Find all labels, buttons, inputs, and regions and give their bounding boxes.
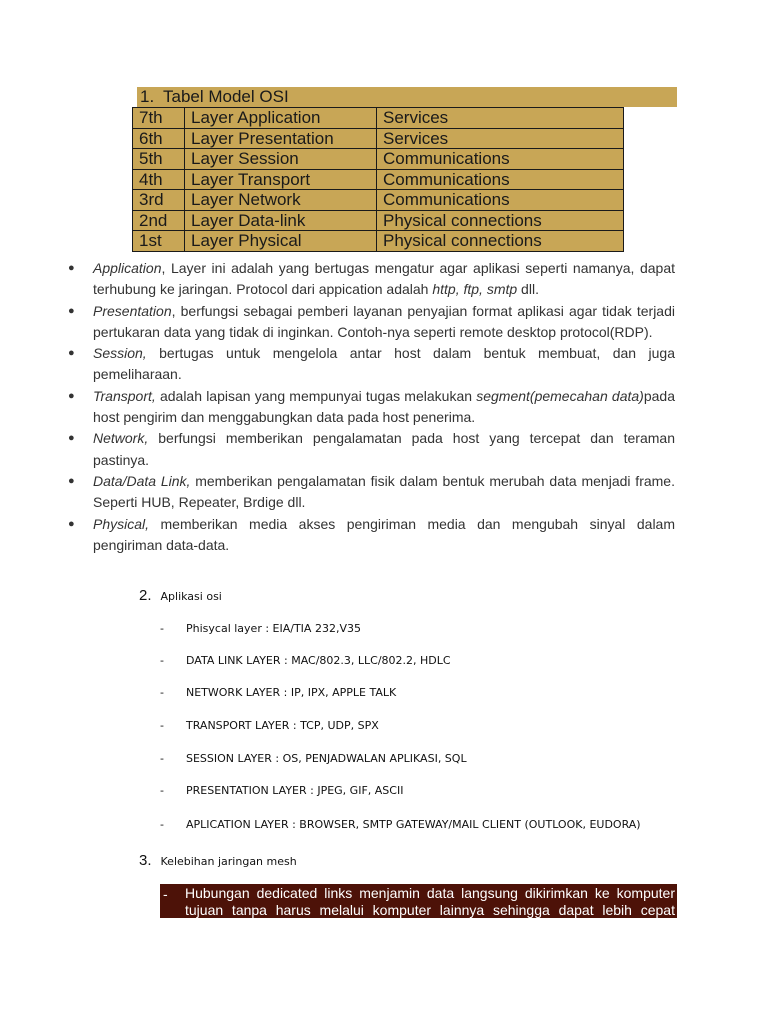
osi-application-item: DATA LINK LAYER : MAC/802.3, LLC/802.2, HDLC <box>186 654 451 667</box>
description-italic: http, ftp, smtp <box>432 281 518 298</box>
table-cell: 1st <box>133 231 185 252</box>
section-1-heading <box>137 87 677 107</box>
table-cell: Layer Application <box>185 108 377 129</box>
table-cell: Layer Network <box>185 190 377 211</box>
layer-term: Network, <box>93 430 149 447</box>
table-cell: Layer Session <box>185 149 377 170</box>
bullet-icon: ● <box>68 517 75 530</box>
description-tail: pada host pengirim dan menggabungkan data pada host penerima. <box>93 387 676 426</box>
dash-marker: - <box>160 818 164 831</box>
list-item <box>160 784 403 797</box>
list-item <box>68 258 675 301</box>
list-item <box>160 654 451 667</box>
section-3-heading <box>139 852 297 869</box>
dash-marker: - <box>160 784 164 797</box>
table-cell: Physical connections <box>377 231 624 252</box>
dash-marker: - <box>160 719 164 732</box>
table-cell: Layer Physical <box>185 231 377 252</box>
table-cell: Layer Transport <box>185 169 377 190</box>
table-cell: 4th <box>133 169 185 190</box>
mesh-advantage-text: Hubungan dedicated links menjamin data langsung dikirimkan ke komputer tujuan tanpa harus melalui komputer lainnya sehingga dapat lebih cepat <box>185 885 675 918</box>
layer-term: Session, <box>93 345 147 362</box>
list-item <box>68 343 675 386</box>
list-item <box>68 428 675 471</box>
section-1-title: Tabel Model OSI <box>163 87 289 106</box>
layer-term: Data/Data Link, <box>93 472 191 489</box>
table-row <box>133 169 624 190</box>
osi-application-item: TRANSPORT LAYER : TCP, UDP, SPX <box>186 719 379 732</box>
bullet-icon: ● <box>68 347 75 360</box>
list-item <box>160 818 641 831</box>
layer-description-list <box>68 258 676 556</box>
section-2-title: Aplikasi osi <box>160 590 222 603</box>
osi-application-item: APLICATION LAYER : BROWSER, SMTP GATEWAY/MAIL CLIENT (OUTLOOK, EUDORA) <box>186 818 641 831</box>
description-tail: dll. <box>517 281 539 298</box>
description-text: memberikan pengalamatan fisik dalam bentuk merubah data menjadi frame. Seperti HUB, Repeater, Brdige dll. <box>93 472 675 511</box>
osi-table <box>132 107 624 252</box>
bullet-icon: ● <box>68 304 75 317</box>
description-text: adalah lapisan yang mempunyai tugas melakukan <box>155 387 477 404</box>
section-3-title: Kelebihan jaringan mesh <box>160 855 297 868</box>
bullet-icon: ● <box>68 262 75 274</box>
section-1-number: 1. <box>140 87 155 106</box>
description-text: , berfungsi sebagai pemberi layanan penyajian format aplikasi agar tidak terjadi pertukaran data yang tidak di inginkan. Contoh-nya seperti remote desktop protocol(RDP). <box>93 302 675 340</box>
bullet-icon: ● <box>68 474 75 487</box>
dash-marker: - <box>160 622 164 635</box>
description-text: bertugas untuk mengelola antar host dalam bentuk membuat, dan juga pemeliharaan. <box>93 345 675 383</box>
dash-marker: - <box>160 654 164 667</box>
table-row <box>133 210 624 231</box>
section-2-number: 2. <box>139 587 152 604</box>
section-3-number: 3. <box>139 852 152 869</box>
description-italic: segment(pemecahan data) <box>476 387 644 404</box>
table-row <box>133 108 624 129</box>
osi-application-item: SESSION LAYER : OS, PENJADWALAN APLIKASI, SQL <box>186 752 467 765</box>
dash-marker: - <box>160 752 164 765</box>
table-cell: Physical connections <box>377 210 624 231</box>
layer-term: Transport, <box>93 387 156 404</box>
description-text: , Layer ini adalah yang bertugas mengatur agar aplikasi seperti namanya, dapat terhubung ke jaringan. Protocol dari appication adalah <box>93 260 675 298</box>
table-cell: 3rd <box>133 190 185 211</box>
table-cell: Communications <box>377 190 624 211</box>
table-row <box>133 128 624 149</box>
osi-application-item: PRESENTATION LAYER : JPEG, GIF, ASCII <box>186 784 404 797</box>
list-item <box>68 301 675 344</box>
osi-application-item: NETWORK LAYER : IP, IPX, APPLE TALK <box>186 686 397 699</box>
list-item <box>160 622 361 635</box>
table-cell: 7th <box>133 108 185 129</box>
description-text: berfungsi memberikan pengalamatan pada host yang tercepat dan teraman pastinya. <box>93 430 675 468</box>
layer-term: Presentation <box>93 302 172 319</box>
table-cell: 5th <box>133 149 185 170</box>
table-row <box>133 149 624 170</box>
table-cell: Communications <box>377 169 624 190</box>
list-item <box>68 386 676 429</box>
osi-application-item: Phisycal layer : EIA/TIA 232,V35 <box>186 622 361 635</box>
table-cell: Communications <box>377 149 624 170</box>
table-cell: Services <box>377 108 624 129</box>
table-cell: 2nd <box>133 210 185 231</box>
list-item <box>160 752 467 765</box>
table-cell: 6th <box>133 128 185 149</box>
list-item <box>68 514 675 557</box>
list-item <box>68 471 675 514</box>
bullet-icon: ● <box>68 389 75 402</box>
table-cell: Layer Data-link <box>185 210 377 231</box>
table-cell: Layer Presentation <box>185 128 377 149</box>
layer-term: Application <box>93 260 162 276</box>
layer-term: Physical, <box>93 515 150 532</box>
table-row <box>133 231 624 252</box>
list-item <box>160 686 396 699</box>
bullet-icon: ● <box>68 432 75 445</box>
section-2-heading <box>139 587 222 604</box>
dash-marker: - <box>163 886 168 902</box>
mesh-advantage-item <box>160 884 677 918</box>
table-row <box>133 190 624 211</box>
list-item <box>160 719 379 732</box>
description-text: memberikan media akses pengiriman media dan mengubah sinyal dalam pengiriman data-data. <box>93 515 675 553</box>
dash-marker: - <box>160 686 164 699</box>
table-cell: Services <box>377 128 624 149</box>
